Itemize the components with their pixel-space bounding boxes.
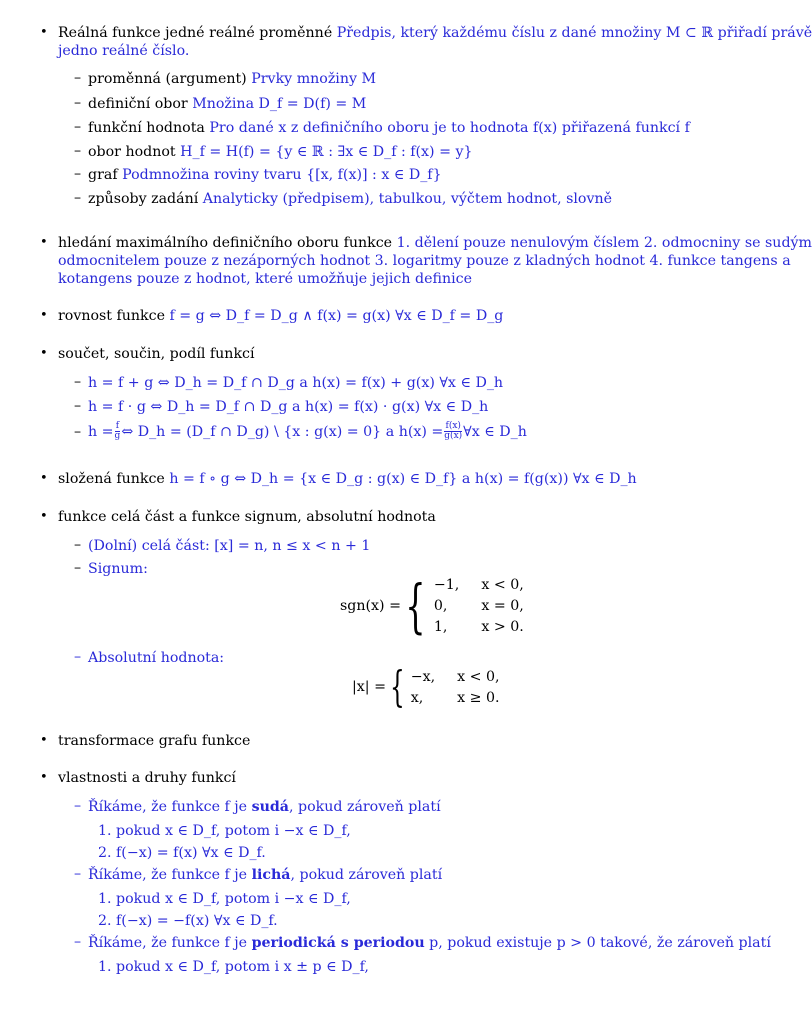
quotient-formula	[88, 422, 527, 441]
sum-formula: h = f + g ⇔ D_h = D_f ∩ D_g a h(x) = f(x) + g(x) ∀x ∈ D_h	[88, 375, 504, 391]
text: Říkáme, že funkce f je	[88, 799, 252, 815]
term-label: hledání maximálního definičního oboru funkce	[58, 235, 393, 251]
floor-definition: (Dolní) celá část: [x] = n, n ≤ x < n + 1	[88, 538, 371, 554]
list-item: 2. f(−x) = f(x) ∀x ∈ D_f.	[98, 845, 266, 861]
text: Říkáme, že funkce f je	[88, 867, 252, 883]
formula: f = g ⇔ D_f = D_g ∧ f(x) = g(x) ∀x ∈ D_f = D_g	[169, 308, 504, 324]
list-item	[88, 95, 366, 113]
definition-text: Podmnožina roviny tvaru {[x, f(x)] : x ∈ D_f}	[122, 167, 442, 183]
numerator: f(x)	[445, 421, 461, 431]
bullet: •	[40, 25, 48, 40]
definition-text: Prvky množiny M	[251, 71, 377, 87]
definition-text: odmocnitelem pouze z nezáporných hodnot 3. logaritmy pouze z kladných hodnot 4. funkce tangens a	[58, 253, 791, 269]
dash: –	[74, 934, 82, 950]
s2-line1	[58, 234, 812, 252]
text: , pokud zároveň platí	[289, 799, 441, 815]
case-value: 0,	[433, 598, 448, 614]
definition-text: kotangens pouze z hodnot, které umožňuje jejich definice	[58, 271, 472, 287]
term-label: funkční hodnota	[88, 120, 205, 136]
text: Říkáme, že funkce f je	[88, 935, 252, 951]
list-item	[88, 143, 473, 161]
definition-text: 1. dělení pouze nenulovým číslem 2. odmocniny se sudým	[396, 235, 812, 251]
bold-term: sudá	[251, 799, 289, 815]
dash: –	[74, 798, 82, 814]
signum-label: Signum:	[88, 561, 148, 577]
case-value: 1,	[433, 619, 448, 635]
dash: –	[74, 190, 82, 206]
term-label: transformace grafu funkce	[58, 733, 251, 749]
case-list	[411, 668, 500, 707]
bullet: •	[40, 235, 48, 250]
dash: –	[74, 70, 82, 86]
even-definition	[88, 798, 441, 816]
periodic-definition	[88, 934, 771, 952]
list-item: 1. pokud x ∈ D_f, potom i x ± p ∈ D_f,	[98, 959, 369, 975]
formula-part: ∀x ∈ D_h	[463, 423, 527, 440]
denominator: g(x)	[444, 431, 463, 441]
dash: –	[74, 95, 82, 111]
fraction	[444, 422, 462, 441]
definition-text: Předpis, který každému číslu z dané množiny M ⊂ ℝ přiřadí právě	[336, 25, 812, 41]
term-label: složená funkce	[58, 471, 165, 487]
list-item	[88, 166, 442, 184]
dash: –	[74, 537, 82, 553]
signum-formula	[340, 572, 524, 640]
dash: –	[74, 398, 82, 414]
formula-lhs: |x| =	[352, 679, 386, 695]
term-label: obor hodnot	[88, 144, 176, 160]
bold-term: lichá	[251, 867, 291, 883]
bullet: •	[40, 308, 48, 323]
case-value: x,	[410, 689, 424, 706]
term-label: funkce celá část a funkce signum, absolutní hodnota	[58, 509, 436, 525]
formula-part: ⇔ D_h = (D_f ∩ D_g) \ {x : g(x) = 0} a h(x) =	[121, 423, 444, 440]
case-condition: x ≥ 0.	[457, 689, 500, 706]
dash: –	[74, 866, 82, 882]
s5-line	[58, 470, 637, 488]
term-label: rovnost funkce	[58, 308, 165, 324]
term-label: způsoby zadání	[88, 191, 199, 207]
bullet: •	[40, 770, 48, 785]
case-condition: x > 0.	[481, 619, 524, 635]
s3-line	[58, 307, 503, 325]
brace: {	[405, 572, 426, 640]
bullet: •	[40, 509, 48, 524]
bullet: •	[40, 733, 48, 748]
definition-text: jedno reálné číslo.	[58, 43, 190, 59]
definition-text: Analyticky (předpisem), tabulkou, výčtem hodnot, slovně	[202, 191, 612, 207]
list-item: 2. f(−x) = −f(x) ∀x ∈ D_f.	[98, 913, 278, 929]
list-item	[88, 70, 376, 88]
list-item: 1. pokud x ∈ D_f, potom i −x ∈ D_f,	[98, 891, 351, 907]
text: , pokud zároveň platí	[290, 867, 443, 883]
dash: –	[74, 424, 82, 440]
term-label: definiční obor	[88, 96, 188, 112]
abs-label: Absolutní hodnota:	[88, 650, 225, 666]
case-condition: x < 0,	[481, 577, 524, 593]
list-item: 1. pokud x ∈ D_f, potom i −x ∈ D_f,	[98, 823, 351, 839]
dash: –	[74, 560, 82, 576]
term-label: součet, součin, podíl funkcí	[58, 346, 255, 362]
case-condition: x < 0,	[457, 668, 500, 685]
formula-part: h =	[88, 423, 114, 440]
dash: –	[74, 374, 82, 390]
denominator: g	[114, 431, 121, 441]
bullet: •	[40, 471, 48, 486]
formula: h = f ∘ g ⇔ D_h = {x ∈ D_g : g(x) ∈ D_f} a h(x) = f(g(x)) ∀x ∈ D_h	[169, 471, 637, 487]
definition-text: Množina D_f = D(f) = M	[192, 96, 367, 112]
dash: –	[74, 119, 82, 135]
brace: {	[389, 662, 405, 711]
case-condition: x = 0,	[481, 598, 524, 614]
odd-definition	[88, 866, 442, 884]
list-item	[88, 119, 690, 137]
product-formula: h = f · g ⇔ D_h = D_f ∩ D_g a h(x) = f(x) · g(x) ∀x ∈ D_h	[88, 399, 489, 415]
case-list	[434, 576, 524, 636]
term-label: vlastnosti a druhy funkcí	[58, 770, 236, 786]
s1-line1	[58, 24, 812, 42]
definition-text: Pro dané x z definičního oboru je to hodnota f(x) přiřazená funkcí f	[209, 120, 690, 136]
dash: –	[74, 143, 82, 159]
bullet: •	[40, 346, 48, 361]
dash: –	[74, 166, 82, 182]
case-value: −x,	[410, 668, 436, 685]
list-item	[88, 190, 612, 208]
bold-term: periodická s periodou	[251, 935, 425, 951]
formula-lhs: sgn(x) =	[340, 598, 401, 614]
case-value: −1,	[433, 577, 460, 593]
term-label: graf	[88, 167, 118, 183]
definition-text: H_f = H(f) = {y ∈ ℝ : ∃x ∈ D_f : f(x) = y}	[180, 144, 473, 160]
fraction	[115, 422, 121, 441]
dash: –	[74, 649, 82, 665]
text: p, pokud existuje p > 0 takové, že zároveň platí	[424, 935, 771, 951]
term-label: proměnná (argument)	[88, 71, 247, 87]
abs-formula	[352, 662, 500, 711]
term-label: Reálná funkce jedné reálné proměnné	[58, 25, 333, 41]
numerator: f	[115, 421, 120, 431]
